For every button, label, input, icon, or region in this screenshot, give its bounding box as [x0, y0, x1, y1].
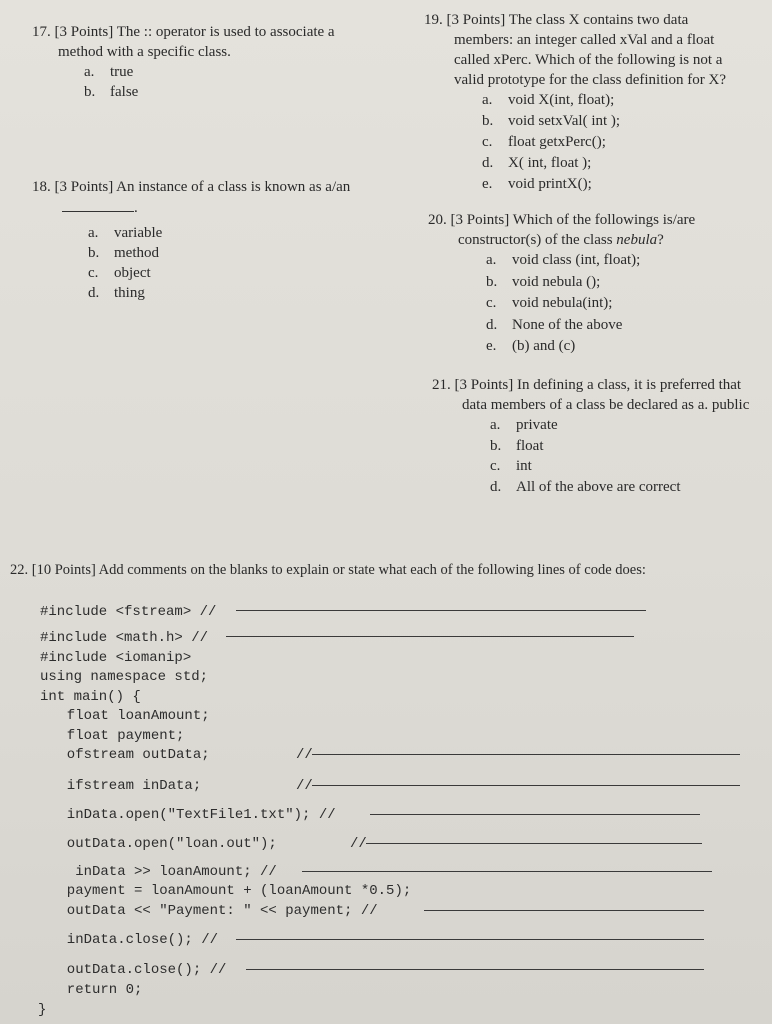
comment-blank[interactable] [236, 939, 704, 940]
code-line: float payment; [50, 728, 185, 744]
code-line: // [296, 747, 313, 763]
code-line: int main() { [40, 689, 141, 705]
option-19b[interactable]: b. void setxVal( int ); [482, 113, 621, 129]
code-line: ofstream outData; [50, 747, 210, 763]
option-17b[interactable]: b. false [84, 84, 139, 100]
code-line: payment = loanAmount + (loanAmount *0.5); [50, 883, 412, 899]
option-17a[interactable]: a. true [84, 64, 134, 80]
option-21d[interactable]: d. All of the above are correct [490, 478, 681, 495]
option-21a[interactable]: a. private [490, 417, 558, 433]
blank-suffix: . [134, 200, 138, 216]
code-line: inData >> loanAmount; // [50, 864, 277, 880]
code-line: float loanAmount; [50, 708, 210, 724]
option-18d[interactable]: d. thing [88, 285, 145, 301]
option-21b[interactable]: b. float [490, 437, 544, 454]
answer-blank[interactable] [62, 197, 134, 212]
option-19c[interactable]: c. float getxPerc(); [482, 134, 606, 150]
code-line: return 0; [50, 982, 143, 998]
question-19-stem-line1: 19. [3 Points] The class X contains two data [424, 12, 689, 28]
option-20a[interactable]: a. void class (int, float); [486, 252, 641, 268]
question-21 [432, 375, 768, 497]
code-line: outData.close(); // [50, 962, 227, 978]
option-19e[interactable]: e. void printX(); [482, 176, 592, 192]
comment-blank[interactable] [302, 871, 712, 872]
question-17-stem-line2: method with a specific class. [58, 44, 231, 60]
code-line: } [38, 1002, 47, 1018]
question-19 [424, 10, 764, 195]
question-18 [32, 177, 392, 303]
code-line: #include <math.h> // [40, 630, 209, 646]
question-22-stem: 22. [10 Points] Add comments on the blanks to explain or state what each of the following lines of code does: [10, 562, 646, 578]
comment-blank[interactable] [312, 754, 740, 755]
option-18b[interactable]: b. method [88, 245, 159, 261]
code-line: inData.open("TextFile1.txt"); // [50, 807, 336, 823]
option-19a[interactable]: a. void X(int, float); [482, 92, 615, 108]
code-line: inData.close(); // [50, 932, 219, 948]
question-20 [428, 210, 764, 358]
code-line: using namespace std; [40, 669, 209, 685]
question-21-stem-line2: data members of a class be declared as a. public [462, 397, 750, 413]
code-line: // [296, 778, 313, 794]
code-line: #include <fstream> // [40, 604, 217, 620]
question-17 [32, 22, 372, 102]
question-19-stem-line2: members: an integer called xVal and a float [454, 32, 715, 48]
option-21c[interactable]: c. int [490, 458, 532, 474]
comment-blank[interactable] [312, 785, 740, 786]
comment-blank[interactable] [366, 843, 702, 844]
option-19d[interactable]: d. X( int, float ); [482, 155, 592, 171]
comment-blank[interactable] [236, 610, 646, 611]
question-18-stem-line1: 18. [3 Points] An instance of a class is known as a/an [32, 179, 351, 195]
comment-blank[interactable] [370, 814, 700, 815]
code-line: outData.open("loan.out"); [50, 836, 277, 852]
code-line: ifstream inData; [50, 778, 202, 794]
option-18a[interactable]: a. variable [88, 225, 163, 241]
question-19-stem-line4: valid prototype for the class definition for X? [454, 72, 727, 88]
option-20e[interactable]: e. (b) and (c) [486, 338, 576, 354]
option-20c[interactable]: c. void nebula(int); [486, 295, 613, 311]
question-17-stem-line1: 17. [3 Points] The :: operator is used to associate a [32, 24, 335, 40]
question-21-stem-line1: 21. [3 Points] In defining a class, it is preferred that [432, 377, 742, 393]
option-20b[interactable]: b. void nebula (); [486, 273, 601, 290]
option-18c[interactable]: c. object [88, 265, 151, 281]
question-20-stem-line1: 20. [3 Points] Which of the followings is/are [428, 212, 696, 228]
code-line: // [350, 836, 367, 852]
code-line: #include <iomanip> [40, 650, 192, 666]
code-line: outData << "Payment: " << payment; // [50, 903, 378, 919]
question-20-stem-line2: constructor(s) of the class nebula? [458, 232, 664, 248]
comment-blank[interactable] [226, 636, 634, 637]
option-20d[interactable]: d. None of the above [486, 316, 623, 333]
question-19-stem-line3: called xPerc. Which of the following is not a [454, 52, 723, 68]
comment-blank[interactable] [424, 910, 704, 911]
comment-blank[interactable] [246, 969, 704, 970]
